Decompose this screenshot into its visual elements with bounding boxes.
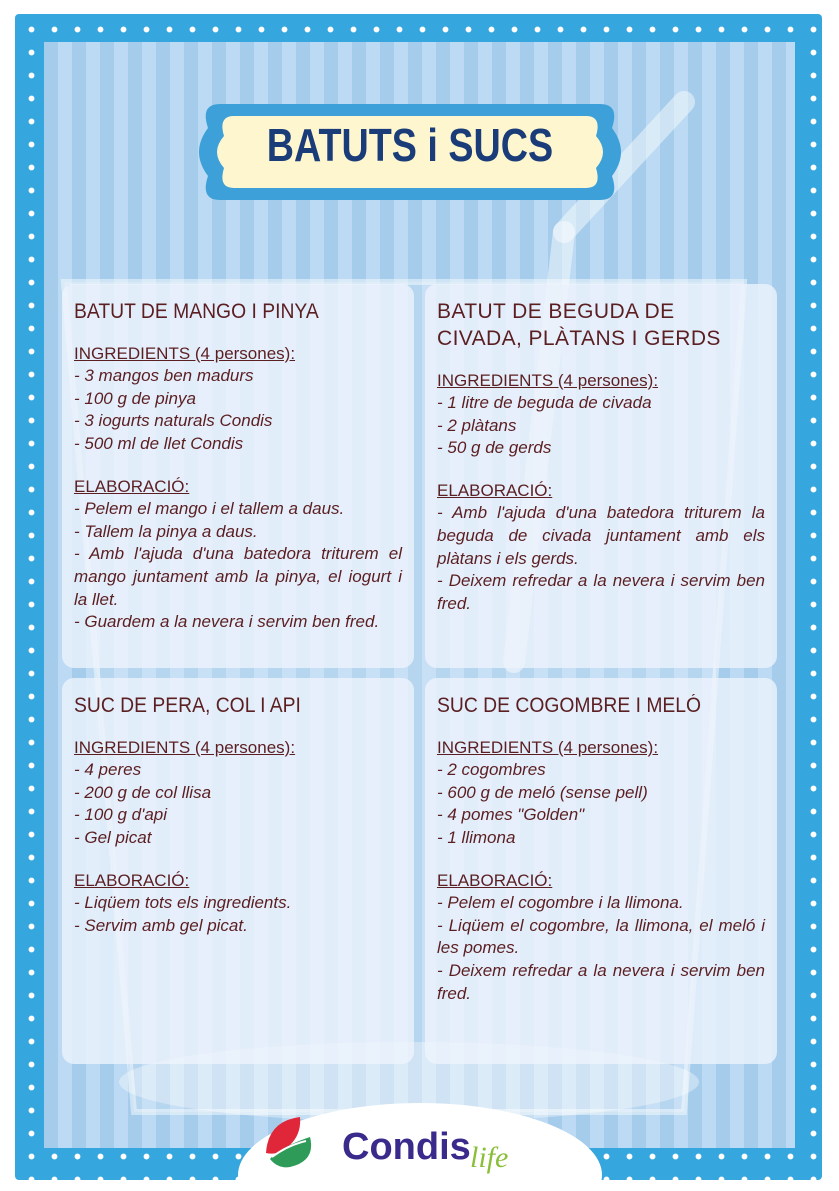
elaboration-heading: ELABORACIÓ: [437, 870, 553, 890]
ingredient-item: - 3 iogurts naturals Condis [74, 411, 273, 431]
ingredient-item: - 1 llimona [437, 828, 516, 848]
elaboration-heading: ELABORACIÓ: [74, 870, 190, 890]
ingredient-item: - Gel picat [74, 828, 152, 848]
step-item: - Guardem a la nevera i servim ben fred. [74, 612, 380, 632]
recipe-card-oat [425, 284, 777, 668]
step-item: - Liqüem el cogombre, la llimona, el meló i les pomes. [437, 915, 765, 958]
step-item: - Amb l'ajuda d'una batedora triturem el mango juntament amb la pinya, el iogurt i la llet. [74, 544, 402, 609]
ingredient-item: - 200 g de col llisa [74, 782, 212, 802]
step-item: - Liqüem tots els ingredients. [74, 892, 292, 912]
ingredient-item: - 4 pomes "Golden" [437, 805, 585, 825]
recipe-title: SUC DE PERA, COL I API [74, 694, 301, 717]
step-item: - Deixem refredar a la nevera i servim ben fred. [437, 571, 765, 613]
ingredient-item: - 1 litre de beguda de civada [437, 393, 652, 412]
ingredient-item: - 600 g de meló (sense pell) [437, 782, 648, 802]
ingredient-item: - 100 g de pinya [74, 388, 196, 408]
recipe-card-pear [62, 678, 414, 1064]
step-item: - Amb l'ajuda d'una batedora triturem la beguda de civada juntament amb els plàtans i els gerds. [437, 503, 765, 568]
condis-life-logo [238, 1103, 602, 1191]
step-item: - Pelem el mango i el tallem a daus. [74, 498, 345, 518]
recipe-card-cucumber [425, 678, 777, 1064]
elaboration-heading: ELABORACIÓ: [74, 476, 190, 496]
ingredients-heading: INGREDIENTS (4 persones): [74, 344, 296, 363]
step-item: - Tallem la pinya a daus. [74, 521, 258, 541]
elaboration-heading: ELABORACIÓ: [437, 481, 553, 501]
ingredient-item: - 4 peres [74, 760, 142, 779]
logo-brand-text: Condis [342, 1126, 471, 1168]
ingredient-item: - 50 g de gerds [437, 438, 552, 458]
ingredient-item: - 2 cogombres [437, 760, 546, 779]
step-item: - Servim amb gel picat. [74, 915, 248, 935]
recipe-card-mango [62, 284, 414, 668]
ingredient-item: - 500 ml de llet Condis [74, 434, 244, 454]
logo-suffix-text: life [470, 1141, 509, 1174]
ingredients-heading: INGREDIENTS (4 persones): [437, 371, 659, 390]
ingredient-item: - 100 g d'api [74, 805, 168, 825]
ingredient-item: - 2 plàtans [437, 415, 517, 435]
step-item: - Pelem el cogombre i la llimona. [437, 892, 684, 912]
ingredients-heading: INGREDIENTS (4 persones): [74, 738, 296, 757]
recipe-title: SUC DE COGOMBRE I MELÓ [437, 694, 702, 717]
page-title: BATUTS i SUCS [266, 119, 554, 171]
ingredient-item: - 3 mangos ben madurs [74, 366, 254, 385]
recipe-title: BATUT DE MANGO I PINYA [74, 300, 319, 323]
step-item: - Deixem refredar a la nevera i servim ben fred. [437, 960, 765, 1003]
recipe-title: BATUT DE BEGUDA DE CIVADA, PLÀTANS I GERDS [437, 300, 721, 350]
ingredients-heading: INGREDIENTS (4 persones): [437, 738, 659, 757]
